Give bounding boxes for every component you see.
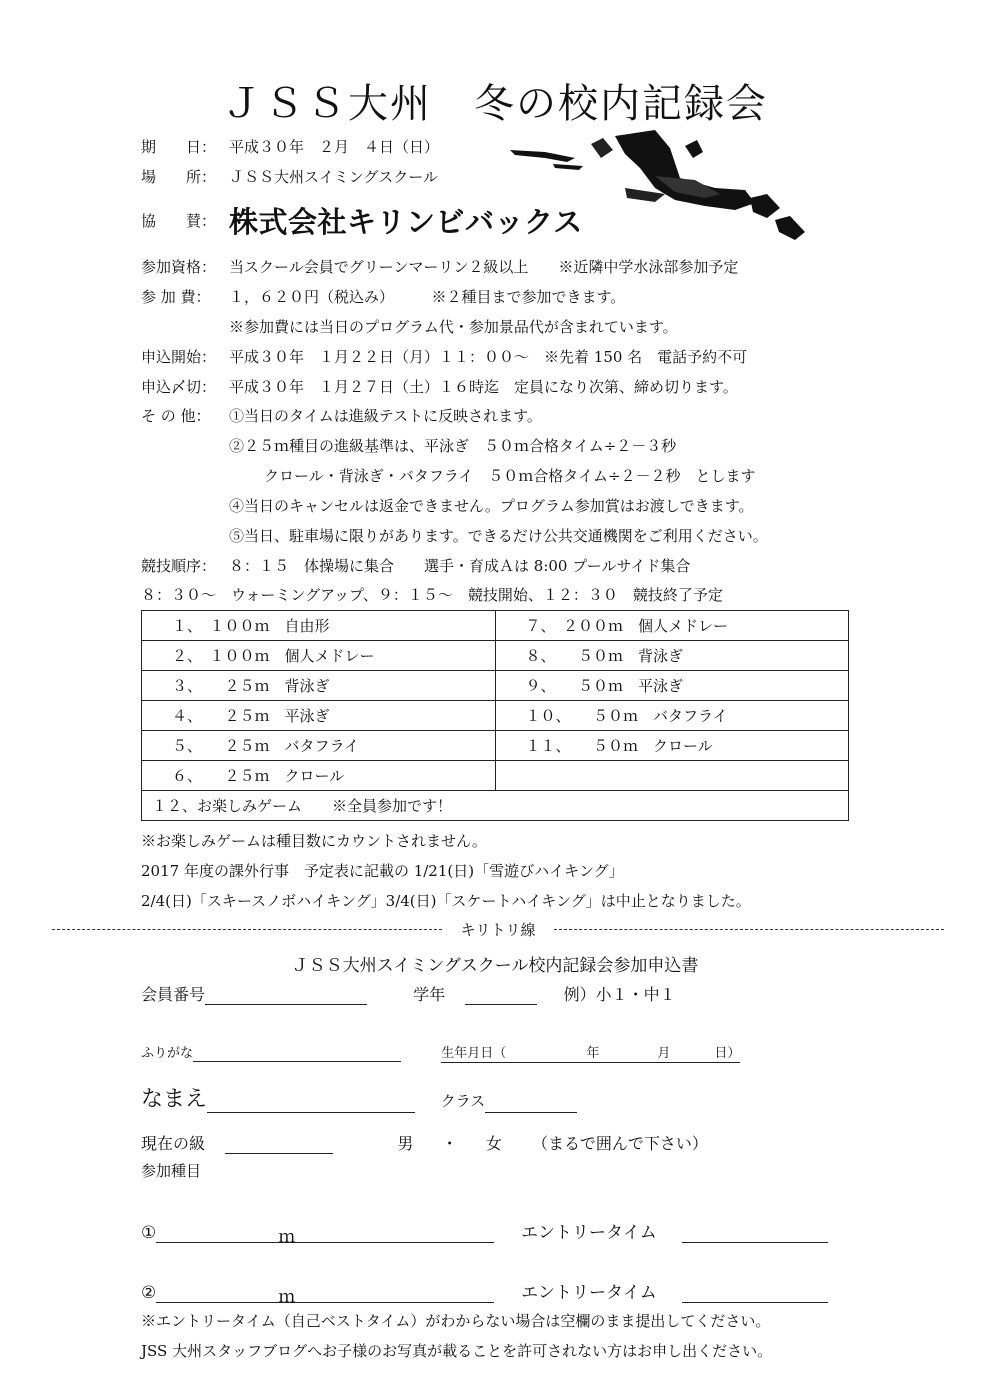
sponsor-logo: 株式会社キリンビバックス [229, 205, 583, 239]
event-cell: ９、 ５０ｍ 平泳ぎ [495, 671, 849, 701]
cut-dash-right [554, 929, 944, 930]
gender-separator: ・ [441, 1134, 458, 1153]
furigana-label: ふりがな [141, 1046, 194, 1061]
other-item-2: ②２５ｍ種目の進級基準は、平泳ぎ ５０ｍ合格タイム÷２－３秒 [229, 437, 677, 455]
sponsor-label: 協 賛： [141, 212, 217, 230]
form-note-2: JSS 大州スタッフブログへお子様のお写真が載ることを許可されない方はお申し出ください。 [141, 1342, 773, 1360]
member-no-label: 会員番号 [141, 985, 206, 1004]
current-level-field[interactable] [225, 1135, 333, 1154]
game-note: ※お楽しみゲームは種目数にカウントされません。 [141, 832, 487, 850]
info-place [141, 166, 438, 187]
event-cell: ２、 １００ｍ 個人メドレー [142, 641, 496, 671]
entry-1-time-field[interactable] [682, 1224, 828, 1243]
info-other [141, 405, 542, 426]
info-apply-start [141, 346, 747, 367]
info-date [141, 136, 439, 157]
event-cell: ８、 ５０ｍ 背泳ぎ [495, 641, 849, 671]
eligibility-value: 当スクール会員でグリーンマーリン２級以上 ※近隣中学水泳部参加予定 [229, 258, 739, 276]
event-note-1: 2017 年度の課外行事 予定表に記載の 1/21(日)「雪遊びハイキング」 [141, 862, 624, 880]
info-fee [141, 286, 625, 307]
apply-start-value: 平成３０年 １月２２日（月）１１：００～ ※先着 150 名 電話予約不可 [229, 348, 748, 366]
table-row [142, 611, 849, 641]
furigana-row [141, 1042, 740, 1062]
event-cell: １、 １００ｍ 自由形 [142, 611, 496, 641]
furigana-field[interactable] [193, 1047, 401, 1062]
other-item-1: ①当日のタイムは進級テストに反映されます。 [229, 407, 542, 425]
grade-label: 学年 [413, 985, 446, 1004]
fee-value: １，６２０円（税込み） ※２種目まで参加できます。 [229, 288, 626, 306]
entry-2-time-field[interactable] [682, 1284, 828, 1303]
level-row [141, 1131, 708, 1154]
event-heading: 参加種目 [141, 1162, 202, 1180]
eligibility-label: 参加資格： [141, 258, 217, 276]
events-table [141, 610, 849, 821]
event-cell-empty [495, 761, 849, 791]
place-value: ＪＳＳ大州スイミングスクール [229, 168, 438, 186]
birthday-label: 生年月日（ [441, 1046, 507, 1061]
name-label: なまえ [141, 1087, 208, 1112]
class-label: クラス [440, 1092, 486, 1110]
info-sponsor [141, 200, 583, 241]
class-field[interactable] [485, 1094, 577, 1113]
apply-end-value: 平成３０年 １月２７日（土）１６時迄 定員になり次第、締め切ります。 [229, 378, 738, 396]
other-item-2b: クロール・背泳ぎ・バタフライ ５０ｍ合格タイム÷２－２秒 とします [264, 467, 756, 485]
circle-note: （まるで囲んで下さい） [532, 1134, 708, 1153]
event-note-2: 2/4(日)「スキースノボハイキング」3/4(日)「スケートハイキング」は中止となりました。 [141, 892, 751, 910]
member-row [141, 982, 676, 1005]
cut-line [52, 918, 944, 942]
entry-2-time-label: エントリータイム [521, 1283, 657, 1303]
birthday-year: 年 [586, 1046, 600, 1061]
other-item-5: ⑤当日、駐車場に限りがあります。できるだけ公共交通機関をご利用ください。 [229, 527, 768, 545]
fee-label: 参 加 費： [141, 288, 211, 306]
name-field[interactable] [207, 1094, 415, 1113]
grade-field[interactable] [465, 986, 537, 1005]
table-row [142, 791, 849, 821]
apply-end-label: 申込〆切： [141, 378, 217, 396]
event-cell-game: １２、お楽しみゲーム ※全員参加です！ [142, 791, 849, 821]
table-row [142, 641, 849, 671]
entry-1-distance-field[interactable] [156, 1222, 494, 1247]
table-row [142, 701, 849, 731]
entry-2-meter: ｍ [278, 1287, 296, 1307]
event-cell: ３、 ２５ｍ 背泳ぎ [142, 671, 496, 701]
table-row [142, 731, 849, 761]
member-no-field[interactable] [205, 986, 367, 1005]
page-title: ＪＳＳ大州 冬の校内記録会 [222, 81, 768, 127]
place-label: 場 所： [141, 168, 217, 186]
info-order [141, 555, 690, 576]
cut-label: キリトリ線 [460, 921, 536, 939]
event-cell: ６、 ２５ｍ クロール [142, 761, 496, 791]
info-eligibility [141, 256, 738, 277]
entry-row-2 [141, 1278, 828, 1307]
event-cell: １１、 ５０ｍ クロール [495, 731, 849, 761]
form-title: ＪＳＳ大州スイミングスクール校内記録会参加申込書 [291, 956, 699, 976]
date-value: 平成３０年 ２月 ４日（日） [229, 138, 440, 156]
entry-row-1 [141, 1218, 828, 1247]
table-row [142, 671, 849, 701]
fee-note: ※参加費には当日のプログラム代・参加景品代が含まれています。 [229, 318, 678, 336]
date-label: 期 日： [141, 138, 217, 156]
birthday-day: 日） [714, 1046, 741, 1061]
male-option[interactable]: 男 [397, 1134, 414, 1153]
grade-example: 例）小１・中１ [563, 985, 676, 1004]
event-cell: １０、 ５０ｍ バタフライ [495, 701, 849, 731]
name-row [141, 1082, 577, 1113]
female-option[interactable]: 女 [485, 1134, 502, 1153]
event-cell: ４、 ２５ｍ 平泳ぎ [142, 701, 496, 731]
current-level-label: 現在の級 [141, 1134, 206, 1153]
order-label: 競技順序： [141, 557, 217, 575]
info-apply-end [141, 376, 738, 397]
entry-1-meter: ｍ [278, 1227, 296, 1247]
order-value: ８：１５ 体操場に集合 選手・育成Ａは 8:00 プールサイド集合 [229, 557, 691, 575]
table-row [142, 761, 849, 791]
apply-start-label: 申込開始： [141, 348, 217, 366]
birthday-month: 月 [657, 1046, 671, 1061]
entry-2-distance-field[interactable] [156, 1282, 494, 1307]
other-label: そ の 他： [141, 407, 211, 425]
event-cell: ５、 ２５ｍ バタフライ [142, 731, 496, 761]
event-cell: ７、 ２００ｍ 個人メドレー [495, 611, 849, 641]
entry-1-time-label: エントリータイム [521, 1223, 657, 1243]
entry-1-number: ① [141, 1223, 157, 1243]
entry-2-number: ② [141, 1283, 157, 1303]
other-item-4: ④当日のキャンセルは返金できません。プログラム参加賞はお渡しできます。 [229, 497, 754, 515]
schedule: ８：３０～ ウォーミングアップ、９：１５～ 競技開始、１２：３０ 競技終了予定 [141, 586, 723, 604]
form-note-1: ※エントリータイム（自己ベストタイム）がわからない場合は空欄のまま提出してください。 [141, 1312, 771, 1330]
birthday-field[interactable] [441, 1046, 740, 1063]
